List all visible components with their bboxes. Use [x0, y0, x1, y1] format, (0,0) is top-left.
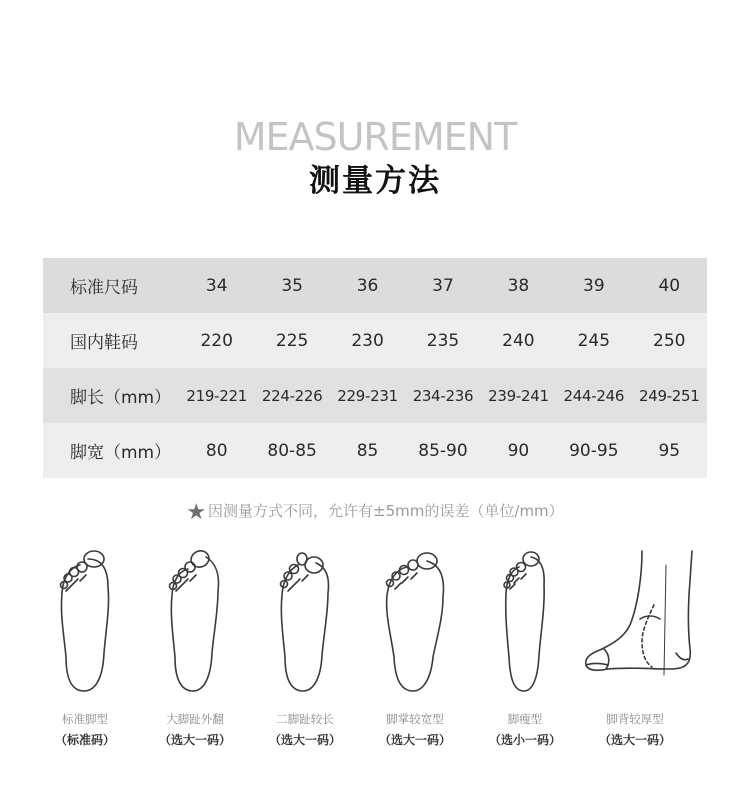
table-cell: 229-231: [330, 368, 405, 423]
foot-type-label: 标准脚型: [62, 712, 108, 726]
foot-type-high-instep: [580, 545, 720, 755]
table-cell: 37: [405, 258, 480, 313]
table-cell: 36: [330, 258, 405, 313]
table-cell: 40: [632, 258, 707, 313]
title-english: MEASUREMENT: [233, 115, 517, 159]
foot-type-standard: [30, 545, 140, 755]
foot-type-label: 脚掌较宽型: [386, 712, 444, 726]
high-instep-foot-icon: [580, 545, 720, 695]
foot-size-advice: （选大一码）: [268, 733, 341, 747]
foot-size-advice: （选小一码）: [488, 733, 561, 747]
table-cell: 39: [556, 258, 631, 313]
foot-size-advice: （选大一码）: [598, 733, 671, 747]
note-text: 因测量方式不同，允许有±5mm的误差（单位/mm）: [208, 502, 564, 520]
table-cell: 90: [481, 423, 556, 478]
table-row-foot-length: [43, 368, 707, 423]
table-cell: 85-90: [405, 423, 480, 478]
table-cell: 80-85: [254, 423, 329, 478]
wide-foot-icon: [377, 545, 453, 695]
title-chinese: 测量方法: [309, 163, 441, 199]
row-label: 脚宽（mm）: [43, 423, 179, 478]
foot-size-advice: （标准码）: [54, 733, 115, 747]
foot-size-advice: （选大一码）: [378, 733, 451, 747]
foot-type-bunion: [140, 545, 250, 755]
table-cell: 245: [556, 313, 631, 368]
table-cell: 239-241: [481, 368, 556, 423]
foot-type-slim: [470, 545, 580, 755]
table-cell: 35: [254, 258, 329, 313]
table-cell: 235: [405, 313, 480, 368]
table-cell: 90-95: [556, 423, 631, 478]
star-icon: ★: [186, 500, 207, 525]
foot-type-label: 二脚趾较长: [276, 712, 334, 726]
table-cell: 250: [632, 313, 707, 368]
table-cell: 230: [330, 313, 405, 368]
table-cell: 224-226: [254, 368, 329, 423]
foot-type-long-second-toe: [250, 545, 360, 755]
size-table: [43, 258, 707, 478]
row-label: 国内鞋码: [43, 313, 179, 368]
row-label: 标准尺码: [43, 258, 179, 313]
table-row-foot-width: [43, 423, 707, 478]
table-cell: 219-221: [179, 368, 254, 423]
measurement-note: [0, 498, 750, 526]
table-cell: 95: [632, 423, 707, 478]
table-cell: 38: [481, 258, 556, 313]
table-cell: 85: [330, 423, 405, 478]
foot-size-advice: （选大一码）: [158, 733, 231, 747]
table-cell: 240: [481, 313, 556, 368]
long-second-toe-foot-icon: [270, 545, 340, 695]
foot-type-label: 脚瘦型: [507, 712, 543, 726]
table-row-domestic-size: [43, 313, 707, 368]
row-label: 脚长（mm）: [43, 368, 179, 423]
bunion-foot-icon: [160, 545, 230, 695]
foot-type-wide: [360, 545, 470, 755]
table-cell: 249-251: [632, 368, 707, 423]
table-cell: 80: [179, 423, 254, 478]
foot-type-label: 大脚趾外翻: [166, 712, 224, 726]
table-row-standard-size: [43, 258, 707, 313]
table-cell: 34: [179, 258, 254, 313]
foot-type-label: 脚背较厚型: [606, 712, 664, 726]
foot-types: [30, 545, 720, 755]
table-cell: 234-236: [405, 368, 480, 423]
table-cell: 220: [179, 313, 254, 368]
table-cell: 244-246: [556, 368, 631, 423]
slim-foot-icon: [493, 545, 557, 695]
standard-foot-icon: [50, 545, 120, 695]
table-cell: 225: [254, 313, 329, 368]
